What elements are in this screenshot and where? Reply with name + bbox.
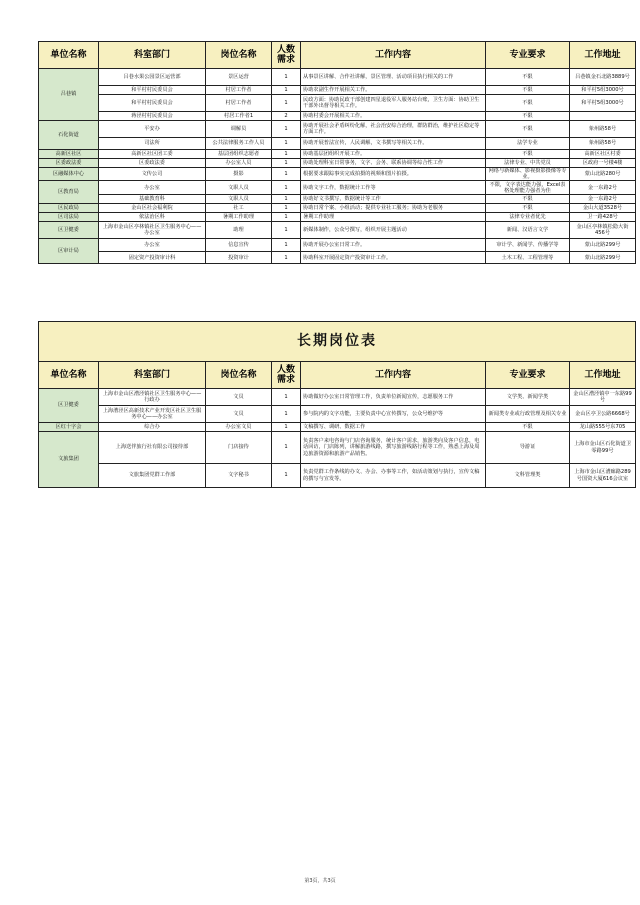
table-row bbox=[39, 168, 636, 181]
need-cell: 1 bbox=[272, 138, 301, 150]
work-cell: 协助文字工作，数据统计工作等 bbox=[301, 181, 486, 195]
work-cell: 文稿撰写、调研、数据工作 bbox=[301, 423, 486, 432]
addr-cell: 象州路58号 bbox=[570, 138, 636, 150]
req-cell: 不限 bbox=[486, 195, 570, 204]
table-row bbox=[39, 464, 636, 488]
need-cell: 1 bbox=[272, 121, 301, 138]
work-cell: 协助农副生作开展相关工作。 bbox=[301, 86, 486, 95]
work-cell: 根据要求跟踪事实完成拍摄的视频和图片拍摄。 bbox=[301, 168, 486, 181]
table-row bbox=[39, 150, 636, 159]
header-work: 工作内容 bbox=[301, 362, 486, 389]
req-cell: 新闻、汉语言文学 bbox=[486, 222, 570, 239]
work-cell: 参与院内的文字功能，主要负责中心宣传撰写，公众号维护等 bbox=[301, 406, 486, 423]
post-cell: 办公室人员 bbox=[206, 159, 272, 168]
need-cell: 1 bbox=[272, 252, 301, 264]
unit-name-cell: 石化街道 bbox=[39, 121, 99, 150]
post-cell: 村居工作者 bbox=[206, 86, 272, 95]
unit-name-cell: 高新区社区 bbox=[39, 150, 99, 159]
unit-name-cell: 区红十字会 bbox=[39, 423, 99, 432]
req-cell: 不限 bbox=[486, 112, 570, 121]
page-footer: 第3页，共3页 bbox=[304, 878, 336, 884]
unit-name-cell: 文旅集团 bbox=[39, 432, 99, 488]
table-row bbox=[39, 181, 636, 195]
post-cell: 调解员 bbox=[206, 121, 272, 138]
work-cell: 协助做好办公室日常管理工作，负责单位新闻宣传，志愿服务工作 bbox=[301, 389, 486, 406]
need-cell: 1 bbox=[272, 213, 301, 222]
work-cell: 新媒体制作，公众号撰写，组织开展主题活动 bbox=[301, 222, 486, 239]
dept-cell: 上海送伴旅行社有限公司接待部 bbox=[99, 432, 206, 464]
table-row bbox=[39, 195, 636, 204]
need-cell: 1 bbox=[272, 423, 301, 432]
header-addr: 工作地址 bbox=[570, 362, 636, 389]
table-header-row bbox=[39, 42, 636, 69]
req-cell: 不限 bbox=[486, 150, 570, 159]
post-cell: 门店接待 bbox=[206, 432, 272, 464]
addr-cell: 金山区亭林镇松隐大街456号 bbox=[570, 222, 636, 239]
dept-cell: 依法治区科 bbox=[99, 213, 206, 222]
addr-cell: 金山区漕泾镇中一东路99号 bbox=[570, 389, 636, 406]
req-cell: 法律专业、中共党员 bbox=[486, 159, 570, 168]
dept-cell: 高新区社区团工委 bbox=[99, 150, 206, 159]
header-req: 专业要求 bbox=[486, 42, 570, 69]
addr-cell: 蒙山北路280号 bbox=[570, 168, 636, 181]
req-cell: 法学专业 bbox=[486, 138, 570, 150]
post-cell: 办公室文员 bbox=[206, 423, 272, 432]
addr-cell: 上海市金山区石化街道卫零路99号 bbox=[570, 432, 636, 464]
table-header-row bbox=[39, 362, 636, 389]
header-post: 岗位名称 bbox=[206, 42, 272, 69]
table-row bbox=[39, 222, 636, 239]
table-row bbox=[39, 121, 636, 138]
post-cell: 文职人员 bbox=[206, 181, 272, 195]
table-row bbox=[39, 69, 636, 86]
header-work: 工作内容 bbox=[301, 42, 486, 69]
addr-cell: 区政府一号楼4楼 bbox=[570, 159, 636, 168]
table-row bbox=[39, 95, 636, 112]
req-cell: 不限 bbox=[486, 423, 570, 432]
header-dept: 科室部门 bbox=[99, 42, 206, 69]
unit-name-cell: 区教育局 bbox=[39, 181, 99, 204]
table-row bbox=[39, 239, 636, 252]
addr-cell: 上海市金山区漕廊路289号国资大厦616会议室 bbox=[570, 464, 636, 488]
req-cell: 不限 bbox=[486, 69, 570, 86]
addr-cell: 金山大道3528号 bbox=[570, 204, 636, 213]
unit-name-cell: 区融媒体中心 bbox=[39, 168, 99, 181]
req-cell: 新闻类专业或行政管理及相关专业 bbox=[486, 406, 570, 423]
need-cell: 1 bbox=[272, 159, 301, 168]
post-cell: 暑期工作助理 bbox=[206, 213, 272, 222]
dept-cell: 吕巷水果公园景区运营部 bbox=[99, 69, 206, 86]
long-term-title-row bbox=[39, 322, 636, 362]
req-cell: 不限 bbox=[486, 86, 570, 95]
post-cell: 公共法律服务工作人员 bbox=[206, 138, 272, 150]
addr-cell: 金一东路2号 bbox=[570, 195, 636, 204]
need-cell: 1 bbox=[272, 464, 301, 488]
post-cell: 文职人员 bbox=[206, 195, 272, 204]
post-cell: 信息宣传 bbox=[206, 239, 272, 252]
work-cell: 协助好文书撰写，数据统计等工作 bbox=[301, 195, 486, 204]
req-cell: 法律专业者优先 bbox=[486, 213, 570, 222]
table-row bbox=[39, 112, 636, 121]
addr-cell: 龙山路555号东705 bbox=[570, 423, 636, 432]
table-row bbox=[39, 389, 636, 406]
table-row bbox=[39, 252, 636, 264]
req-cell: 文科管理类 bbox=[486, 464, 570, 488]
dept-cell: 文旅集团党群工作部 bbox=[99, 464, 206, 488]
post-cell: 助理 bbox=[206, 222, 272, 239]
dept-cell: 综合办 bbox=[99, 423, 206, 432]
header-dept: 科室部门 bbox=[99, 362, 206, 389]
work-cell: 负责客户来电咨询与门店咨询服务，统计客户需求，旅游类向及客户信息，电话回访，门店陈列，讲解旅游线路，撰写旅游线路行程等工作，熟悉上海及周边旅游资源和旅游产品销售。 bbox=[301, 432, 486, 464]
need-cell: 1 bbox=[272, 195, 301, 204]
req-cell: 审计学、新闻学、传播学等 bbox=[486, 239, 570, 252]
dept-cell: 区委政法委 bbox=[99, 159, 206, 168]
work-cell: 从事景区讲解、合作社讲解，景区管理、活动项目执行相关的工作 bbox=[301, 69, 486, 86]
addr-cell: 蒙山北路299号 bbox=[570, 252, 636, 264]
need-cell: 1 bbox=[272, 95, 301, 112]
table-row bbox=[39, 213, 636, 222]
dept-cell: 和平村村民委员会 bbox=[99, 86, 206, 95]
table-row bbox=[39, 432, 636, 464]
header-unit: 单位名称 bbox=[39, 362, 99, 389]
table-row bbox=[39, 406, 636, 423]
post-cell: 基层团组织志愿者 bbox=[206, 150, 272, 159]
work-cell: 协助科室开展固定资产投资审计工作。 bbox=[301, 252, 486, 264]
need-cell: 1 bbox=[272, 86, 301, 95]
work-cell: 暑期工作助理 bbox=[301, 213, 486, 222]
post-cell: 村居工作者 bbox=[206, 95, 272, 112]
need-cell: 2 bbox=[272, 112, 301, 121]
addr-cell: 和平村5组3000号 bbox=[570, 86, 636, 95]
dept-cell: 上海漕泾区高新技术产业开发区社区卫生服务中心——办公室 bbox=[99, 406, 206, 423]
header-unit: 单位名称 bbox=[39, 42, 99, 69]
internship-table bbox=[38, 41, 636, 264]
dept-cell: 基础教育科 bbox=[99, 195, 206, 204]
unit-name-cell: 区司法局 bbox=[39, 213, 99, 222]
dept-cell: 上海市金山区漕泾镇社区卫生服务中心——行政办 bbox=[99, 389, 206, 406]
need-cell: 1 bbox=[272, 222, 301, 239]
dept-cell: 上海市金山区亭林镇社区卫生服务中心——办公室 bbox=[99, 222, 206, 239]
dept-cell: 和平村村民委员会 bbox=[99, 95, 206, 112]
req-cell: 导游证 bbox=[486, 432, 570, 464]
addr-cell: 金山区亭卫公路6668号 bbox=[570, 406, 636, 423]
post-cell: 摄影 bbox=[206, 168, 272, 181]
work-cell: 协助村委会开展相关工作。 bbox=[301, 112, 486, 121]
header-need: 人数需求 bbox=[272, 362, 301, 389]
table-row bbox=[39, 159, 636, 168]
long-term-table bbox=[38, 321, 636, 488]
post-cell: 文员 bbox=[206, 389, 272, 406]
need-cell: 1 bbox=[272, 406, 301, 423]
req-cell: 不限 bbox=[486, 121, 570, 138]
req-cell: 不限 bbox=[486, 95, 570, 112]
unit-name-cell: 区民政局 bbox=[39, 204, 99, 213]
dept-cell: 平安办 bbox=[99, 121, 206, 138]
post-cell: 投资审计 bbox=[206, 252, 272, 264]
dept-cell: 办公室 bbox=[99, 239, 206, 252]
addr-cell: 高新区社区村委 bbox=[570, 150, 636, 159]
dept-cell: 金山区社会福利院 bbox=[99, 204, 206, 213]
req-cell: 不限，文字表达能力强，Excel表格处理能力强者为佳 bbox=[486, 181, 570, 195]
need-cell: 1 bbox=[272, 69, 301, 86]
dept-cell: 办公室 bbox=[99, 181, 206, 195]
long-term-title: 长期岗位表 bbox=[39, 322, 636, 362]
work-cell: 民政方面：协助民政干部创建四星退役军人服务站台账，卫生方面：协助卫生干部外出督导相关工作。 bbox=[301, 95, 486, 112]
need-cell: 1 bbox=[272, 181, 301, 195]
unit-name-cell: 区委政法委 bbox=[39, 159, 99, 168]
unit-name-cell: 吕巷镇 bbox=[39, 69, 99, 121]
req-cell: 文学类、新闻学类 bbox=[486, 389, 570, 406]
need-cell: 1 bbox=[272, 239, 301, 252]
table-row bbox=[39, 423, 636, 432]
header-addr: 工作地址 bbox=[570, 42, 636, 69]
req-cell: 不限 bbox=[486, 204, 570, 213]
need-cell: 1 bbox=[272, 168, 301, 181]
unit-name-cell: 区卫健委 bbox=[39, 389, 99, 423]
req-cell: 网络与新媒体、影视摄影摄像等专业。 bbox=[486, 168, 570, 181]
addr-cell: 蒙山北路299号 bbox=[570, 239, 636, 252]
header-post: 岗位名称 bbox=[206, 362, 272, 389]
header-need: 人数需求 bbox=[272, 42, 301, 69]
work-cell: 协助开展社会矛盾纠纷化解，社会治安综合治理，群防群治，维护社区稳定等方面工作。 bbox=[301, 121, 486, 138]
unit-name-cell: 区卫健委 bbox=[39, 222, 99, 239]
header-req: 专业要求 bbox=[486, 362, 570, 389]
dept-cell: 蒋泾村村民委员会 bbox=[99, 112, 206, 121]
post-cell: 社工 bbox=[206, 204, 272, 213]
dept-cell: 文传公司 bbox=[99, 168, 206, 181]
addr-cell: 象州路58号 bbox=[570, 121, 636, 138]
req-cell: 土木工程、工程管理等 bbox=[486, 252, 570, 264]
need-cell: 1 bbox=[272, 389, 301, 406]
post-cell: 文员 bbox=[206, 406, 272, 423]
addr-cell: 和平村5组3000号 bbox=[570, 95, 636, 112]
post-cell: 村居工作者1 bbox=[206, 112, 272, 121]
dept-cell: 司法所 bbox=[99, 138, 206, 150]
addr-cell: 金一东路2号 bbox=[570, 181, 636, 195]
work-cell: 协助处理科室日常事务，文字、会务、联系协调等综合性工作 bbox=[301, 159, 486, 168]
post-cell: 文字秘书 bbox=[206, 464, 272, 488]
need-cell: 1 bbox=[272, 204, 301, 213]
work-cell: 协助日常个案、小组活动；提供专业社工服务；协助为老服务 bbox=[301, 204, 486, 213]
dept-cell: 固定资产投资审计科 bbox=[99, 252, 206, 264]
work-cell: 协助基层团组织开展工作。 bbox=[301, 150, 486, 159]
need-cell: 1 bbox=[272, 432, 301, 464]
work-cell: 协助开展普法宣传，人民调解，文书撰写等相关工作。 bbox=[301, 138, 486, 150]
addr-cell: 卫一路428号 bbox=[570, 213, 636, 222]
table-row bbox=[39, 204, 636, 213]
unit-name-cell: 区审计局 bbox=[39, 239, 99, 264]
table-row bbox=[39, 86, 636, 95]
addr-cell bbox=[570, 112, 636, 121]
post-cell: 景区运营 bbox=[206, 69, 272, 86]
table-row bbox=[39, 138, 636, 150]
work-cell: 协助开展办公室日常工作。 bbox=[301, 239, 486, 252]
need-cell: 1 bbox=[272, 150, 301, 159]
work-cell: 负责党群工作条线的办文、办会、办事等工作，如活动策划与执行，宣传文稿的撰写与宣发等。 bbox=[301, 464, 486, 488]
addr-cell: 吕巷镇金石北路3889号 bbox=[570, 69, 636, 86]
